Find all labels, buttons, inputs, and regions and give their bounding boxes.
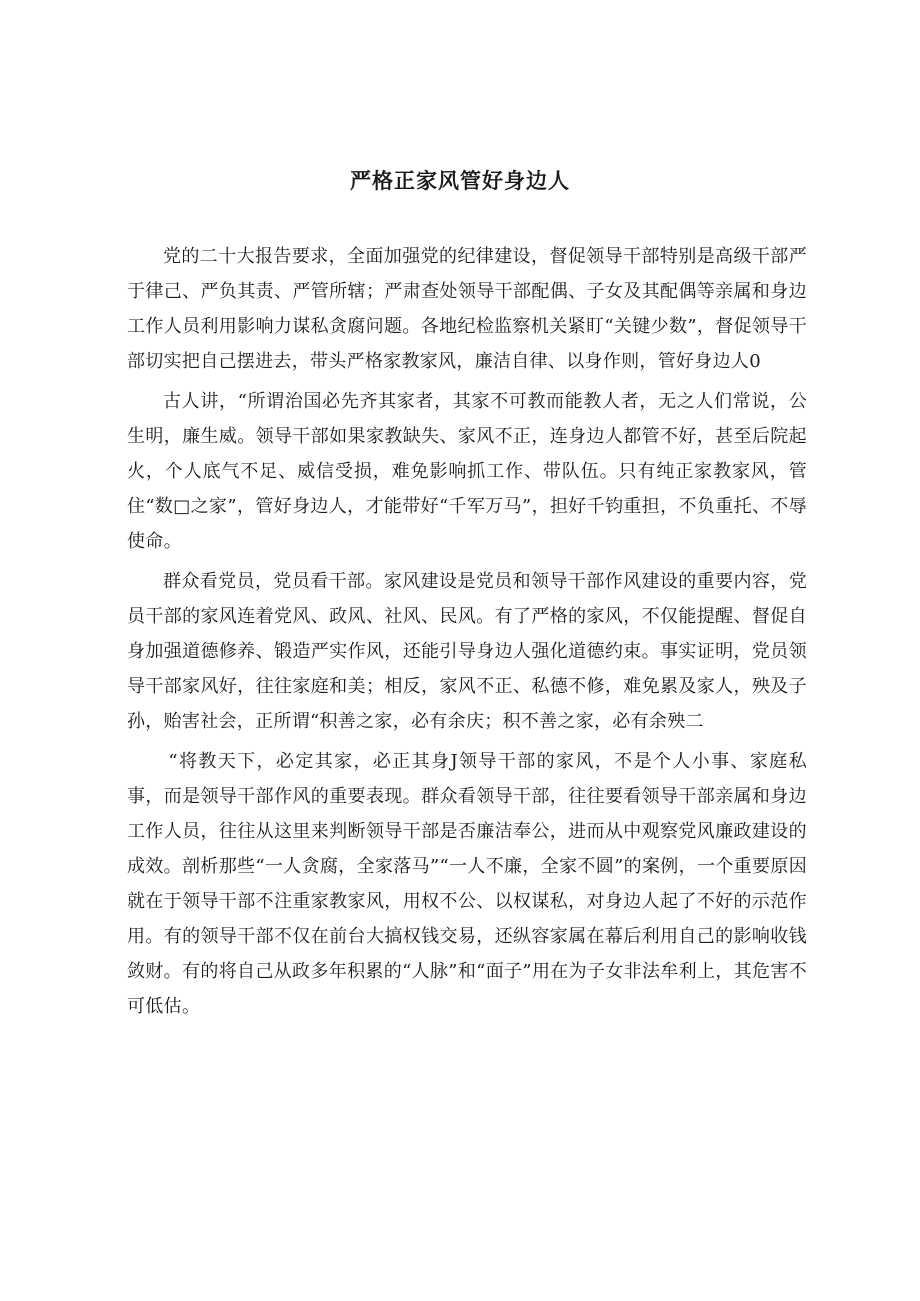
paragraph-2: 古人讲，“所谓治国必先齐其家者，其家不可教而能教人者，无之人们常说，公生明，廉生威。领导干部如果家教缺失、家风不正，连身边人都管不好，甚至后院起火，个人底气不足、威信受损，难免影响抓工作、带队伍。只有纯正家教家风，管住“数□之家”，管好身边人，才能带好“千军万马”，担好千钧重担，不负重托、不辱使命。 <box>127 391 807 552</box>
paragraph-4: “将教天下，必定其家，必正其身J领导干部的家风，不是个人小事、家庭私事，而是领导干部作风的重要表现。群众看领导干部，往往要看领导干部亲属和身边工作人员，往往从这里来判断领导干部是否廉洁奉公，进而从中观察党风廉政建设的成效。剖析那些“一人贪腐，全家落马”“一人不廉，全家不圆”的案例，一个重要原因就在于领导干部不注重家教家风，用权不公、以权谋私，对身边人起了不好的示范作用。有的领导干部不仅在前台大搞权钱交易，还纵容家属在幕后利用自己的影响收钱敛财。有的将自己从政多年积累的“人脉”和“面子”用在为子女非法牟利上，其危害不可低估。 <box>127 751 807 1017</box>
document-body <box>127 239 807 1029</box>
paragraph-3: 群众看党员，党员看干部。家风建设是党员和领导干部作风建设的重要内容，党员干部的家风连着党风、政风、社风、民风。有了严格的家风，不仅能提醒、督促自身加强道德修养、锻造严实作风，还能引导身边人强化道德约束。事实证明，党员领导干部家风好，往往家庭和美；相反，家风不正、私德不修，难免累及家人，殃及子孙，贻害社会，正所谓“积善之家，必有余庆；积不善之家，必有余殃二 <box>127 571 807 732</box>
paragraph-1: 党的二十大报告要求，全面加强党的纪律建设，督促领导干部特别是高级干部严于律己、严负其责、严管所辖；严肃查处领导干部配偶、子女及其配偶等亲属和身边工作人员利用影响力谋私贪腐问题。各地纪检监察机关紧盯“关键少数”，督促领导干部切实把自己摆进去，带头严格家教家风，廉洁自律、以身作则，管好身边人0 <box>127 246 807 372</box>
document-title: 严格正家风管好身边人 <box>350 169 570 193</box>
